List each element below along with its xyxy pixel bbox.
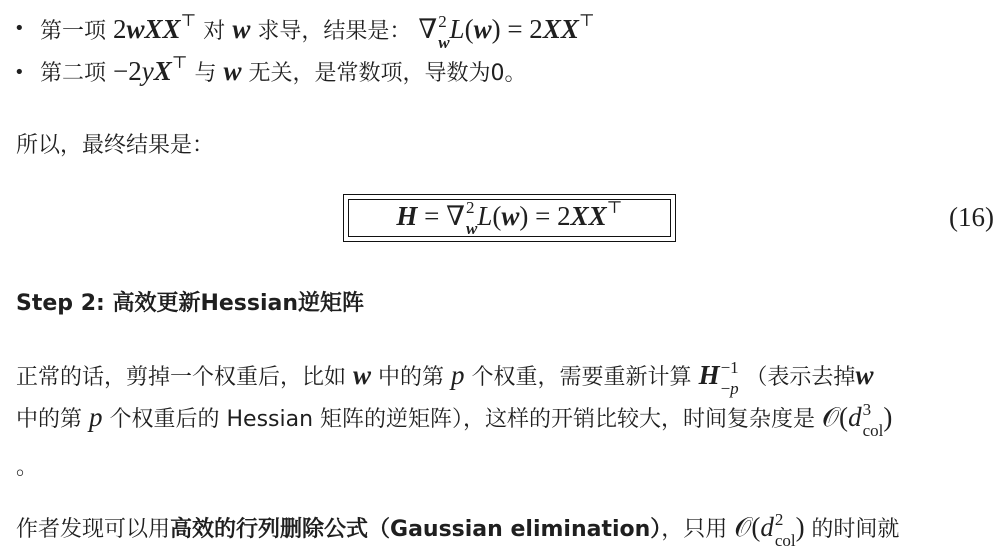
paragraph2-line1: 作者发现可以用高效的行列删除公式（Gaussian elimination），只用 𝒪(d 2 col ) 的时间就 bbox=[16, 509, 900, 550]
bullet1-tail: 求导，结果是： bbox=[257, 19, 412, 44]
boxed-equation bbox=[343, 194, 676, 242]
bold-phrase: 高效的行列删除公式（Gaussian elimination） bbox=[170, 517, 662, 542]
bullet1-lead: 第一项 bbox=[40, 19, 107, 44]
paragraph1-line1: 正常的话，剪掉一个权重后，比如 w 中的第 p 个权重，需要重新计算 H −1 −p （表示去掉w bbox=[16, 357, 874, 398]
bullet1-result-math: ∇ 2 w L(w) = 2XX⊤ bbox=[418, 11, 595, 52]
bullet2-var: w bbox=[223, 56, 242, 86]
bullet-dot: • bbox=[14, 18, 25, 39]
conclusion-text: 所以，最终结果是： bbox=[16, 133, 215, 158]
bullet2-tail: 无关，是常数项，导数为0。 bbox=[248, 61, 527, 86]
equation-number: (16) bbox=[949, 202, 994, 232]
complexity-cubic-math: 𝒪(d 3 col ) bbox=[822, 399, 893, 440]
h-inverse-math: H −1 −p bbox=[698, 357, 739, 398]
bullet2-term-math: −2yX⊤ bbox=[113, 53, 188, 86]
section-heading: Step 2: 高效更新Hessian逆矩阵 bbox=[16, 291, 365, 316]
bullet1-var: w bbox=[232, 14, 251, 44]
complexity-quadratic-math: 𝒪(d 2 col ) bbox=[734, 509, 812, 550]
bullet1-term-math: 2wXX⊤ bbox=[113, 11, 197, 44]
paragraph1-line3: 。 bbox=[16, 455, 39, 480]
bullet1-mid: 对 bbox=[203, 19, 226, 44]
bullet2-mid: 与 bbox=[194, 61, 217, 86]
paragraph1-line2: 中的第 p 个权重后的 Hessian 矩阵的逆矩阵），这样的开销比较大，时间复杂度是 𝒪(d 3 col ) bbox=[16, 399, 893, 440]
bullet-dot: • bbox=[14, 62, 25, 83]
bullet2-lead: 第二项 bbox=[40, 61, 107, 86]
boxed-equation-math: H = ∇ 2 w L(w) = 2XX⊤ bbox=[396, 197, 623, 239]
